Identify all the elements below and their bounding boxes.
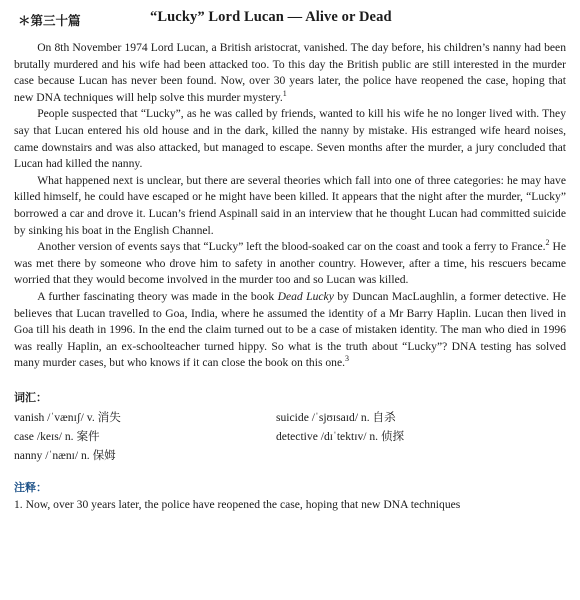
vocabulary-item: suicide /ˈsjʊɪsaɪd/ n. 自杀	[276, 410, 396, 424]
note-item: 1. Now, over 30 years later, the police have reopened the case, hoping that new DNA techniques	[14, 497, 461, 511]
paragraph	[14, 239, 566, 289]
paragraph	[14, 40, 566, 106]
article-body	[14, 40, 566, 372]
paragraph	[14, 173, 566, 239]
notes-heading: 注释：	[14, 480, 47, 494]
vocabulary-item: detective /dɪˈtektɪv/ n. 侦探	[276, 429, 405, 443]
vocabulary-list	[14, 409, 566, 463]
paragraph-text: What happened next is unclear, but there are several theories which fall into one of three categories: he may have killed himself, he could have escaped or he might have been killed. It appears that the night after the murder, “Lucky” borrowed a car and drove it. Lucan’s friend Aspinall said in an interview that he thought Lucan had committed suicide by sinking his boat in the English Channel.	[14, 173, 566, 237]
footnote-marker: 1	[282, 88, 287, 98]
vocabulary-heading: 词汇：	[14, 390, 47, 404]
footnote-marker: 3	[345, 354, 349, 364]
paragraph	[14, 289, 566, 372]
paragraph-text: On 8th November 1974 Lord Lucan, a British aristocrat, vanished. The day before, his children’s nanny had been brutally murdered and his wife had been attacked too. To this day the British public are still interested in the murder case because Lucan has never been found. Now, over 30 years later, the police have reopened the case, hoping that new DNA techniques will help solve this murder mystery.	[14, 41, 566, 104]
footnote-marker: 2	[545, 238, 550, 248]
book-title: Dead Lucky	[277, 289, 334, 303]
vocabulary-item: nanny /ˈnænɪ/ n. 保姆	[14, 448, 116, 462]
section-label: ＊第三十篇	[18, 13, 81, 28]
paragraph-text: He was met there by someone who drove him to safety in another country. However, after a time, his rescuers became worried that they would become involved in the murder too and so Lucan was killed.	[14, 240, 566, 287]
paragraph-text: People suspected that “Lucky”, as he was called by friends, wanted to kill his wife he no longer lived with. They say that Lucan entered his old house and in the dark, killed the nanny by mistake. His estranged wife heard noises, came downstairs and was also attacked, but managed to escape. Seven months after the murder, a jury concluded that Lucan had killed the nanny.	[14, 107, 566, 171]
vocabulary-item: vanish /ˈvænɪʃ/ v. 消失	[14, 410, 121, 424]
article-header	[14, 8, 566, 30]
vocabulary-item: case /keɪs/ n. 案件	[14, 429, 100, 443]
paragraph-text: by Duncan MacLaughlin, a former detective. He believes that Lucan travelled to Goa, India, where he assumed the identity of a Mr Barry Haplin. Lucan then lived in Goa till his death in 1996. In the end the claim turned out to be a case of mistaken identity. The man who died in 1996 was really Haplin, an ex-schoolteacher turned hippy. So what is the truth about “Lucky”? DNA testing has solved many murder cases, but who knows if it can close the book on this one.	[14, 289, 567, 370]
paragraph	[14, 106, 566, 172]
article-title: “Lucky” Lord Lucan — Alive or Dead	[150, 9, 392, 25]
paragraph-text: A further fascinating theory was made in the book	[37, 289, 275, 303]
paragraph-text: Another version of events says that “Lucky” left the blood-soaked car on the coast and took a ferry to France.	[37, 240, 546, 254]
